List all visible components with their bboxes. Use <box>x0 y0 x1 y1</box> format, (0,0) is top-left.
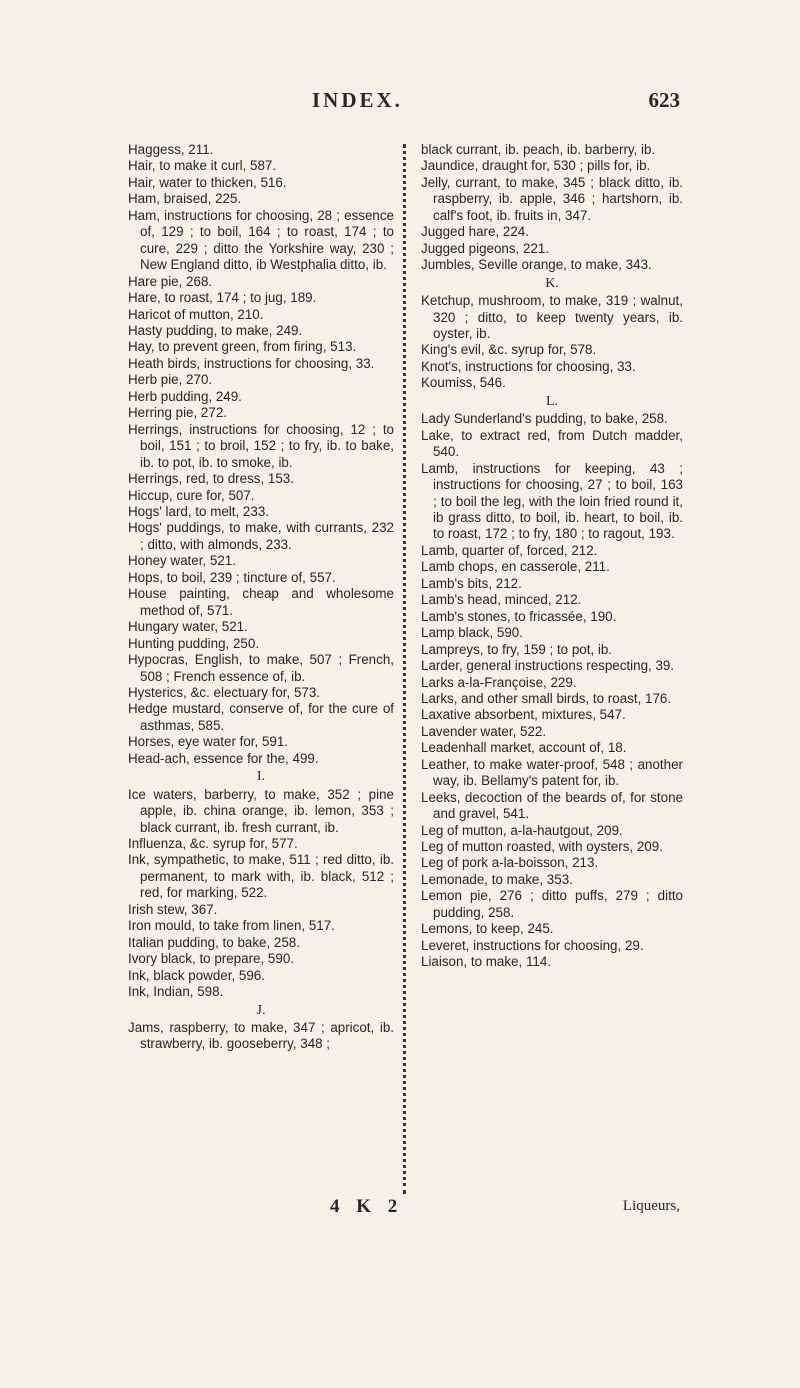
index-entry: Herrings, instructions for choosing, 12 ; to boil, 151 ; to broil, 152 ; to fry, ib. to bake, ib. to pot, ib. to smoke, ib. <box>128 421 394 470</box>
index-entry: Hops, to boil, 239 ; tincture of, 557. <box>128 569 336 585</box>
section-letter: J. <box>256 1002 266 1018</box>
index-entry: Hogs' puddings, to make, with currants, 232 ; ditto, with almonds, 233. <box>128 520 394 552</box>
index-entry: King's evil, &c. syrup for, 578. <box>421 342 597 358</box>
index-entry: Haggess, 211. <box>128 142 214 157</box>
index-entry: Head-ach, essence for the, 499. <box>128 750 319 766</box>
page-footer <box>0 1196 800 1220</box>
index-entry: Leg of pork a-la-boisson, 213. <box>421 855 599 871</box>
index-entry: Ham, braised, 225. <box>128 191 242 207</box>
index-entry: Lampreys, to fry, 159 ; to pot, ib. <box>421 641 613 657</box>
catchword: Liqueurs, <box>622 1198 680 1214</box>
index-entry: Jugged hare, 224. <box>421 224 529 240</box>
index-entry: Jumbles, Seville orange, to make, 343. <box>421 257 652 273</box>
index-entry: Italian pudding, to bake, 258. <box>128 934 300 950</box>
index-entry: Leveret, instructions for choosing, 29. <box>421 937 644 953</box>
index-entry: House painting, cheap and wholesome method of, 571. <box>128 586 394 618</box>
index-entry: Leadenhall market, account of, 18. <box>421 740 627 756</box>
index-column-right <box>421 142 683 971</box>
index-entry: Ink, black powder, 596. <box>128 967 265 983</box>
index-entry: Lamp black, 590. <box>421 625 523 641</box>
index-entry: Lamb's head, minced, 212. <box>421 592 582 608</box>
index-entry: Herb pudding, 249. <box>128 388 242 404</box>
index-entry: Influenza, &c. syrup for, 577. <box>128 836 298 852</box>
index-entry: Herring pie, 272. <box>128 405 227 421</box>
index-entry: Herb pie, 270. <box>128 372 213 388</box>
index-entry: Hunting pudding, 250. <box>128 635 260 651</box>
index-entry: Ham, instructions for choosing, 28 ; essence of, 129 ; to boil, 164 ; to roast, 174 ; to cure, 229 ; ditto the Yorkshire way, 230 ; New England ditto, ib Westphalia ditto, ib. <box>128 207 394 273</box>
index-entry: Hogs' lard, to melt, 233. <box>128 503 269 519</box>
section-letter: L. <box>545 393 559 409</box>
index-entry: Jams, raspberry, to make, 347 ; apricot, ib. strawberry, ib. gooseberry, 348 ; <box>128 1020 394 1052</box>
index-entry: Lamb's stones, to fricassée, 190. <box>421 608 617 624</box>
index-entry: Ink, Indian, 598. <box>128 984 224 1000</box>
index-entry: Koumiss, 546. <box>421 375 506 391</box>
index-entry: Hypocras, English, to make, 507 ; French, 508 ; French essence of, ib. <box>128 652 394 684</box>
index-entry: Honey water, 521. <box>128 553 236 569</box>
index-entry: Lamb, quarter of, forced, 212. <box>421 542 598 558</box>
index-entry: Ice waters, barberry, to make, 352 ; pine apple, ib. china orange, ib. lemon, 353 ; black currant, ib. fresh currant, ib. <box>128 786 394 835</box>
index-entry: Leather, to make water-proof, 548 ; another way, ib. Bellamy's patent for, ib. <box>421 756 683 789</box>
index-entry: Lady Sunderland's pudding, to bake, 258. <box>421 411 668 427</box>
index-entry: Larks, and other small birds, to roast, 176. <box>421 690 672 706</box>
index-entry: Hungary water, 521. <box>128 619 248 635</box>
index-entry: Heath birds, instructions for choosing, 33. <box>128 355 375 371</box>
index-entry: Hasty pudding, to make, 249. <box>128 322 303 338</box>
page-number: 623 <box>648 88 680 112</box>
signature-mark: 4 K 2 <box>330 1196 404 1217</box>
index-entry: Leg of mutton, a-la-hautgout, 209. <box>421 822 623 838</box>
index-entry: Hare pie, 268. <box>128 273 213 289</box>
index-entry: Leg of mutton roasted, with oysters, 209. <box>421 839 663 855</box>
index-entry: Hay, to prevent green, from firing, 513. <box>128 339 357 355</box>
index-entry: Leeks, decoction of the beards of, for stone and gravel, 541. <box>421 789 683 822</box>
index-entry: Ketchup, mushroom, to make, 319 ; walnut, 320 ; ditto, to keep twenty years, ib. oyster, ib. <box>421 293 683 341</box>
index-entry: Lavender water, 522. <box>421 723 547 739</box>
index-entry: Lake, to extract red, from Dutch madder, 540. <box>421 427 683 460</box>
index-entry: black currant, ib. peach, ib. barberry, ib. <box>421 142 656 157</box>
index-entry: Lemonade, to make, 353. <box>421 871 573 887</box>
index-entry: Laxative absorbent, mixtures, 547. <box>421 707 626 723</box>
index-entry: Hair, water to thicken, 516. <box>128 174 287 190</box>
index-entry: Lemon pie, 276 ; ditto puffs, 279 ; ditto pudding, 258. <box>421 888 683 920</box>
index-entry: Iron mould, to take from linen, 517. <box>128 918 335 934</box>
index-entry: Knot's, instructions for choosing, 33. <box>421 358 636 374</box>
index-entry: Herrings, red, to dress, 153. <box>128 471 294 487</box>
index-entry: Lamb chops, en casserole, 211. <box>421 559 610 575</box>
section-letter: I. <box>256 769 266 785</box>
index-column-left <box>128 142 394 1053</box>
index-entry: Jaundice, draught for, 530 ; pills for, ib. <box>421 158 651 174</box>
index-entry: Hysterics, &c. electuary for, 573. <box>128 684 321 700</box>
index-entry: Lemons, to keep, 245. <box>421 921 554 937</box>
index-entry: Jelly, currant, to make, 345 ; black ditto, ib. raspberry, ib. apple, 346 ; hartshorn, ib. calf's foot, ib. fruits in, 347. <box>421 174 683 223</box>
section-letter: K. <box>545 275 559 291</box>
index-entry: Ink, sympathetic, to make, 511 ; red ditto, ib. permanent, to mark with, ib. black, 512 ; red, for marking, 522. <box>128 852 394 901</box>
index-entry: Haricot of mutton, 210. <box>128 306 264 322</box>
index-entry: Jugged pigeons, 221. <box>421 240 550 256</box>
index-entry: Horses, eye water for, 591. <box>128 734 289 750</box>
column-divider <box>403 144 406 1194</box>
index-entry: Hare, to roast, 174 ; to jug, 189. <box>128 290 317 306</box>
index-entry: Ivory black, to prepare, 590. <box>128 951 294 967</box>
index-entry: Lamb's bits, 212. <box>421 575 522 591</box>
index-entry: Hair, to make it curl, 587. <box>128 158 277 174</box>
index-entry: Lamb, instructions for keeping, 43 ; instructions for choosing, 27 ; to boil, 163 ; to boil the leg, with the loin fried round it, ib grass ditto, to boil, ib. heart, to boil, ib. to roast, 172 ; to fry, 180 ; to ragout, 193. <box>421 460 683 542</box>
index-entry: Larks a-la-Françoise, 229. <box>421 674 577 690</box>
index-entry: Hedge mustard, conserve of, for the cure of asthmas, 585. <box>128 701 394 733</box>
index-entry: Irish stew, 367. <box>128 901 218 917</box>
index-entry: Hiccup, cure for, 507. <box>128 487 255 503</box>
index-entry: Larder, general instructions respecting, 39. <box>421 658 675 674</box>
page-header <box>0 88 800 118</box>
running-title: INDEX. <box>312 88 403 112</box>
index-entry: Liaison, to make, 114. <box>421 954 552 970</box>
